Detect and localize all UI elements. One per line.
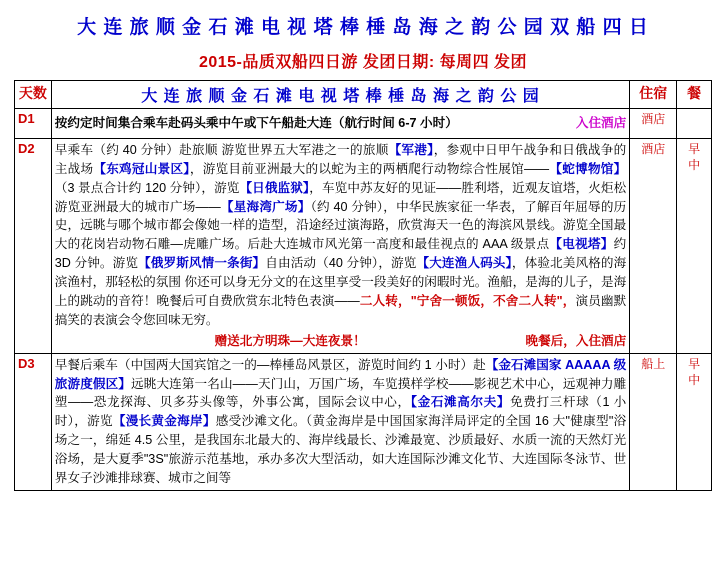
text-run-13: 【俄罗斯风情一条街】 [138,256,266,271]
text-run-1: 【金石滩国家 AAAAA 级旅游度假区】 [54,357,627,391]
meal-breakfast: 早 [688,356,701,371]
text-run-0: 早餐后乘车（中国两大国宾馆之一的—棒棰岛风景区，游览时间约 1 小时）赴 [54,357,486,372]
header-day: 天数 [15,81,52,109]
text-run-16: ，体验北美风格的海滨渔村，那轻松的氛围 你还可以身无分文的在这里享受一段美好的闲暇时光。渔船，是海的儿子，是海上的跳动的音符！晚餐后可自费欣赏东北特色表演—— [54,256,627,309]
d2-hotel-note: 晚餐后，入住酒店 [525,333,627,348]
text-run-9: 【星海湾广场】 [220,199,311,214]
text-run-15: 【大连渔人码头】 [416,256,512,271]
d1-hotel-note: 入住酒店 [575,116,627,130]
text-run-8: ，车览中苏友好的见证——胜利塔，近观友谊塔，火炬松游览亚洲最大的城市广场—— [54,180,627,214]
d3-paragraph [55,356,626,488]
text-run-18: 演员幽默搞笑的表演会令您回味无穷。 [54,294,627,327]
text-run-4: ，游览目前亚洲最大的以蛇为主的两栖爬行动物综合性展馆—— [189,161,550,176]
header-itinerary: 大 连 旅 顺 金 石 滩 电 视 塔 棒 棰 岛 海 之 韵 公 园 [51,81,629,109]
meal-breakfast: 早 [688,141,701,156]
text-run-10: （约 40 分钟），中华民族家征一华表，了解百年屈辱的历史，远眺与哪个城市都会像她一样的造型，沿途经过演海路，欣赏海天一色的海滨风景线。游览全国最大的花岗岩动物石雕—虎雕广场。后赴大连城市风光第一高度和最佳视点的 AAA 级景点 [54,199,627,252]
day-itinerary-text [51,138,629,353]
text-run-7: 【日俄监狱】 [239,180,310,195]
table-row [15,138,712,353]
d2-paragraph [55,141,626,330]
text-run-17: 二人转，"宁舍一顿饭，不舍二人转"， [359,294,576,309]
meal-label [677,353,712,490]
header-stay: 住宿 [630,81,677,109]
table-header-row [15,81,712,109]
text-run-2: 远眺大连第一名山——天门山，万国广场，车览摸样学校——影视艺术中心，远观神力雕塑——恐龙探海、贝多芬头像等，外事公寓，国际会议中心， [54,376,627,410]
day-label: D3 [15,353,52,490]
text-run-12: 约 3D 分钟。游览 [54,237,627,271]
meal-lunch: 中 [688,372,701,387]
text-run-14: 自由活动（40 分钟），游览 [265,256,417,271]
day-label: D1 [15,109,52,139]
d2-gift-note: 赠送北方明珠—大连夜景！ [214,333,366,348]
text-run-1: 【军港】 [388,142,434,157]
text-run-6: 感受沙滩文化。（黄金海岸是中国国家海洋局评定的全国 16 大"健康型"浴场之一，绵延 4.5 公里，是我国东北最大的、海岸线最长、沙滩最宽、沙质最好、水质一流的天然灯光浴场，是大夏季"3S"旅游示范基地，承办多次大型活动，如大连国际沙滩文化节、大连国际冬泳节、世界女子沙滩排球赛、城市之间等 [54,414,627,486]
day-label: D2 [15,138,52,353]
meal-label [677,138,712,353]
text-run-3: 【金石滩高尔夫】 [410,395,511,410]
text-run-3: 【东鸡冠山景区】 [93,161,190,176]
text-run-11: 【电视塔】 [549,237,614,252]
text-run-4: 免费打三杆球（1 小时），游览 [54,395,627,429]
text-run-5: 【漫长黄金海岸】 [112,414,216,429]
page-subtitle: 2015-品质双船四日游 发团日期: 每周四 发团 [198,54,528,71]
d1-schedule-text: 按约定时间集合乘车赴码头乘中午或下午船赴大连（航行时间 6-7 小时） [54,116,458,130]
table-row [15,353,712,490]
text-run-6: （3 景点合计约 120 分钟），游览 [54,180,240,195]
text-run-5: 【蛇博物馆】 [549,161,627,176]
day-itinerary-text [51,109,629,139]
meal-label [677,109,712,139]
meal-lunch: 中 [688,158,701,173]
header-meal: 餐 [677,81,712,109]
stay-label: 船上 [630,353,677,490]
table-row [15,109,712,139]
stay-label: 酒店 [630,138,677,353]
text-run-0: 早乘车（约 40 分钟）赴旅顺 游览世界五大军港之一的旅顺 [54,142,389,157]
day-itinerary-text [51,353,629,490]
itinerary-table [14,80,712,491]
page-title: 大 连 旅 顺 金 石 滩 电 视 塔 棒 棰 岛 海 之 韵 公 园 双 船 四 日 [77,17,649,38]
text-run-2: ，参观中日甲午战争和日俄战争的主战场 [54,142,627,176]
stay-label: 酒店 [630,109,677,139]
